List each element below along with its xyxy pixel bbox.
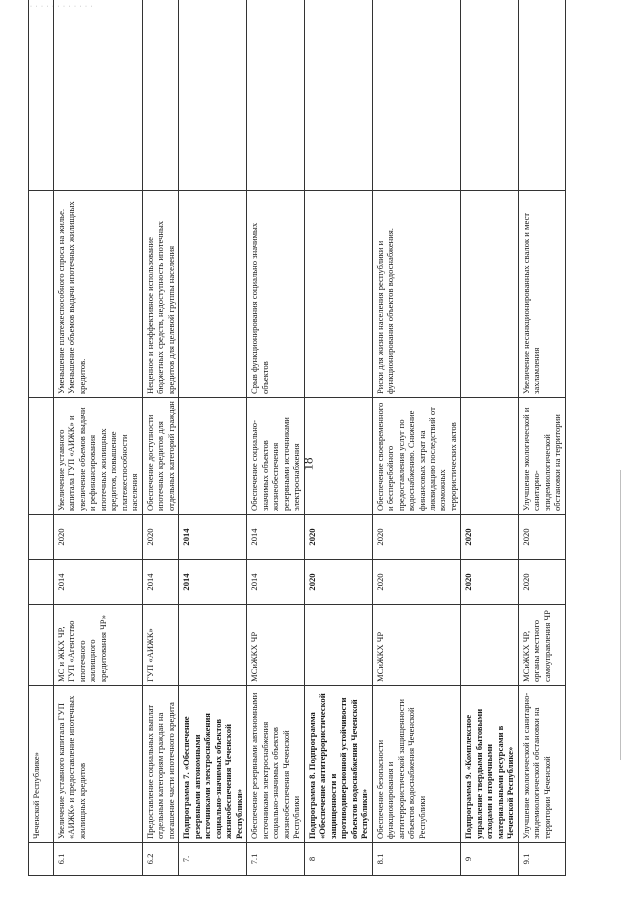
page-number: 18	[300, 457, 316, 471]
cell-row-number: 8.1	[372, 843, 461, 876]
cell-header-text: Чеченской Республике»	[29, 686, 54, 843]
cell-row-number: 9.1	[518, 843, 565, 876]
cell-row-number: 6.2	[142, 843, 178, 876]
cell-executor: МСиЖКХ ЧР	[247, 605, 304, 686]
cell-executor	[179, 605, 247, 686]
cell-expected-result	[179, 398, 247, 515]
table-row	[461, 0, 518, 876]
cell-empty	[29, 843, 54, 876]
cell-executor: МС и ЖКХ ЧР, ГУП «Агентство ипотечного жилищного кредитования ЧР»	[54, 605, 143, 686]
cell-consequences: Неценное и неэффективное использование бюджетных средств, недоступность ипотечных кредитов для целевой группы населения	[142, 191, 178, 398]
cell-start-year: 2014	[142, 560, 178, 605]
cell-consequences: Срыв функционирования социально значимых объектов	[247, 191, 304, 398]
table-row	[304, 0, 372, 876]
cell-empty	[142, 0, 178, 191]
table-row	[142, 0, 178, 876]
cell-start-year: 2020	[304, 560, 372, 605]
cell-start-year: 2014	[247, 560, 304, 605]
cell-empty	[54, 0, 143, 191]
cell-start-year: 2020	[461, 560, 518, 605]
table-row	[247, 0, 304, 876]
cell-empty	[29, 560, 54, 605]
cell-end-year: 2014	[247, 515, 304, 560]
cell-expected-result: Улучшение экологической и санитарно-эпидемиологической обстановки на территории	[518, 398, 565, 515]
cell-expected-result	[461, 398, 518, 515]
cell-row-number: 6.1	[54, 843, 143, 876]
cell-start-year: 2014	[54, 560, 143, 605]
cell-row-number: 7.	[179, 843, 247, 876]
cell-empty	[29, 515, 54, 560]
cell-empty	[29, 191, 54, 398]
cell-event-name: Предоставление социальных выплат отдельным категориям граждан на погашение части ипотечного кредита	[142, 686, 178, 843]
cell-start-year: 2014	[179, 560, 247, 605]
cell-end-year: 2020	[461, 515, 518, 560]
cell-consequences	[304, 191, 372, 398]
cell-event-name: Увеличение уставного капитала ГУП «АИЖК» и предоставление ипотечных жилищных кредитов	[54, 686, 143, 843]
scan-artifact-line	[620, 470, 621, 760]
cell-empty	[461, 0, 518, 191]
table-row	[518, 0, 565, 876]
scan-marks: · · · · · · · · · · · ·	[30, 4, 94, 10]
cell-end-year: 2020	[304, 515, 372, 560]
cell-row-number: 7.1	[247, 843, 304, 876]
cell-empty	[372, 0, 461, 191]
cell-empty	[518, 0, 565, 191]
table-row	[179, 0, 247, 876]
cell-row-number: 8	[304, 843, 372, 876]
cell-empty	[29, 605, 54, 686]
cell-expected-result	[304, 398, 372, 515]
table-row-header	[29, 0, 54, 876]
table-row	[372, 0, 461, 876]
cell-row-number: 9	[461, 843, 518, 876]
cell-event-name: Подпрограмма 7. «Обеспечение резервными автономными источниками электроснабжения социально-значимых объектов жизнеобеспечения Чеченской Республики»	[179, 686, 247, 843]
cell-end-year: 2020	[54, 515, 143, 560]
rotated-table-wrapper	[28, 26, 608, 876]
cell-end-year: 2014	[179, 515, 247, 560]
cell-executor: МСиЖКХ ЧР, органы местного самоуправления ЧР	[518, 605, 565, 686]
cell-expected-result: Увеличение уставного капитала ГУП «АИЖК» и увеличение объемов выдачи и рефинансирования ипотечных жилищных кредитов, повышение платежеспособности населения	[54, 398, 143, 515]
cell-consequences	[461, 191, 518, 398]
cell-executor: МСиЖКХ ЧР	[372, 605, 461, 686]
table-row	[54, 0, 143, 876]
cell-consequences: Риски для жизни населения республики и функционирования объектов водоснабжения.	[372, 191, 461, 398]
cell-start-year: 2020	[372, 560, 461, 605]
cell-end-year: 2020	[372, 515, 461, 560]
cell-event-name: Обеспечение безопасности функционирования и антитеррористической защищенности объектов водоснабжения Чеченской Республики	[372, 686, 461, 843]
cell-event-name: Улучшение экологической и санитарно-эпидемиологической обстановки на территории Чеченской	[518, 686, 565, 843]
cell-expected-result: Обеспечение социально-значимых объектов жизнеобеспечения резервными источниками электроснабжения	[247, 398, 304, 515]
cell-empty	[179, 0, 247, 191]
cell-empty	[304, 0, 372, 191]
cell-end-year: 2020	[518, 515, 565, 560]
cell-consequences: Увеличение несанкционированных свалок и мест захламления	[518, 191, 565, 398]
cell-start-year: 2020	[518, 560, 565, 605]
program-table	[28, 0, 566, 876]
cell-end-year: 2020	[142, 515, 178, 560]
cell-empty	[247, 0, 304, 191]
cell-expected-result: Обеспечение своевременного и бесперебойного предоставления услуг по водоснабжению. Снижение финансовых затрат на ликвидацию последствий от возможных террористических актов	[372, 398, 461, 515]
cell-executor	[304, 605, 372, 686]
cell-event-name: Обеспечение резервными автономными источниками электроснабжения социально-значимых объектов жизнеобеспечения Чеченской Республики	[247, 686, 304, 843]
cell-empty	[29, 398, 54, 515]
cell-event-name: Подпрограмма 8. Подпрограмма «Обеспечение антитеррористической защищенности и противодиверсионной устойчивости объектов водоснабжения Чеченской Республики»	[304, 686, 372, 843]
cell-executor: ГУП «АИЖК»	[142, 605, 178, 686]
cell-consequences: Уменьшение платежеспособного спроса на жилье. Уменьшение объемов выдачи ипотечных жилищных кредитов.	[54, 191, 143, 398]
cell-event-name: Подпрограмма 9. «Комплексное управление твердыми бытовыми отходами и вторичными материальными ресурсами в Чеченской Республике»	[461, 686, 518, 843]
cell-executor	[461, 605, 518, 686]
cell-empty	[29, 0, 54, 191]
cell-expected-result: Обеспечение доступности ипотечных кредитов для отдельных категорий граждан	[142, 398, 178, 515]
cell-consequences	[179, 191, 247, 398]
